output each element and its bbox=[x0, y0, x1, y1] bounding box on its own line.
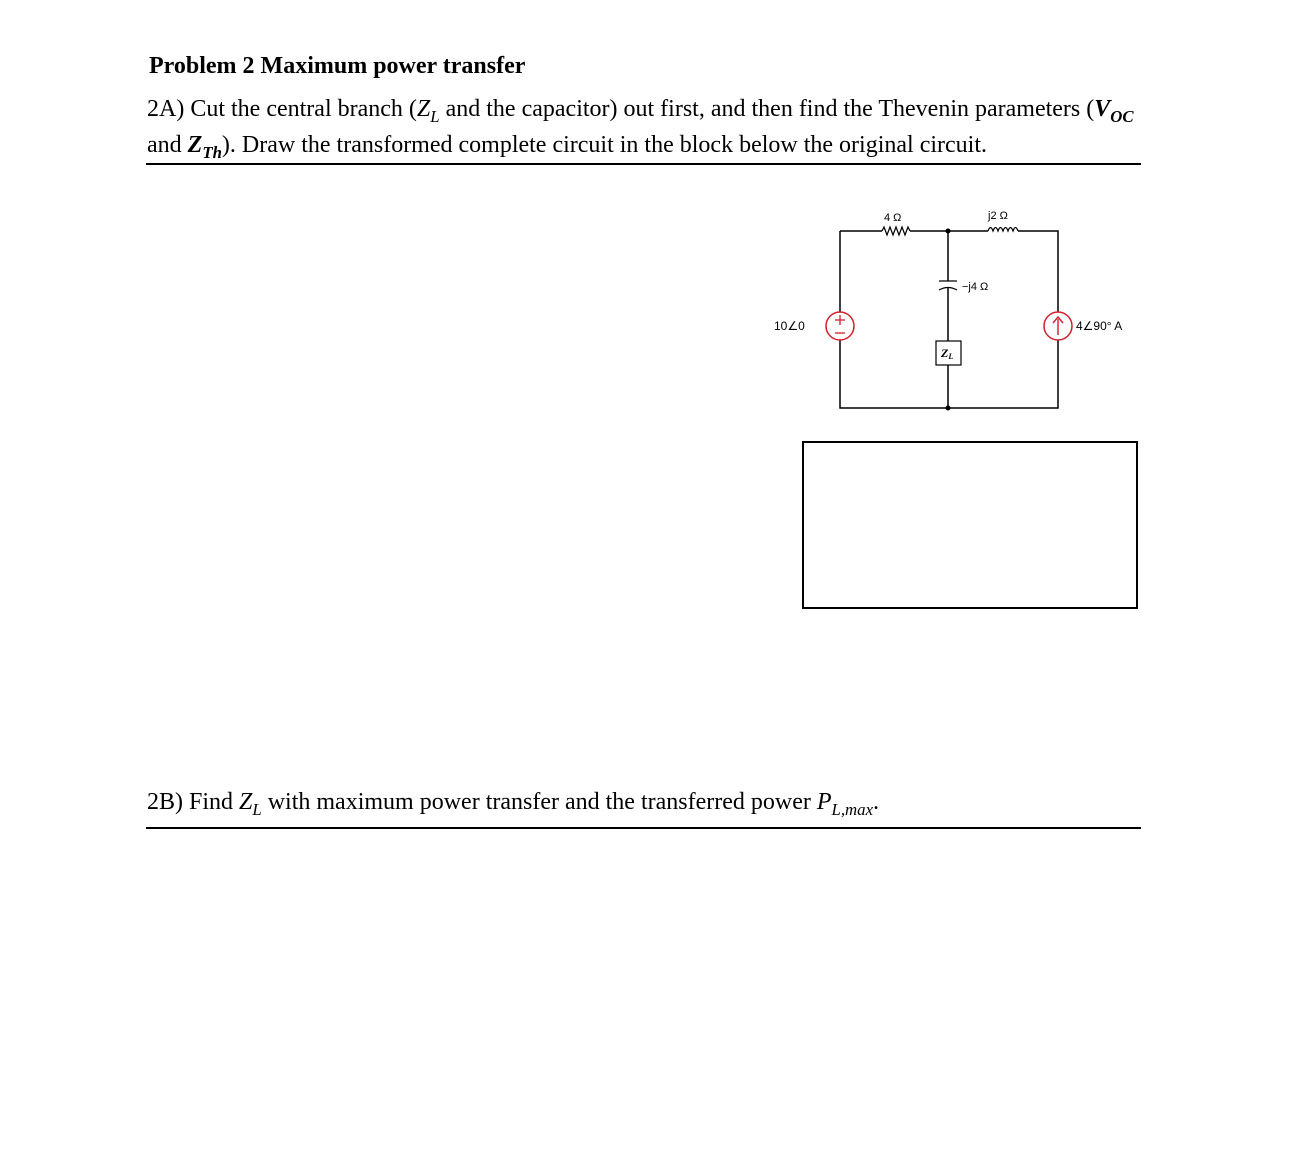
part-a-text-1: 2A) Cut the central branch ( bbox=[147, 96, 417, 122]
part-a-text-2: and the capacitor) out first, and then find the Thevenin parameters ( bbox=[439, 96, 1095, 122]
part-a-question bbox=[147, 95, 1147, 167]
problem-title: Problem 2 Maximum power transfer bbox=[149, 53, 526, 79]
voltage-source bbox=[826, 312, 854, 340]
load-impedance-label: ZL bbox=[941, 346, 954, 361]
resistor-4-ohm bbox=[882, 227, 910, 235]
voc-symbol: $V_{OC}$ bbox=[1094, 96, 1134, 126]
answer-drawing-box[interactable] bbox=[802, 441, 1138, 609]
zl-symbol-b: $Z_L$ bbox=[239, 789, 262, 819]
voltage-source-label: 10∠0 bbox=[774, 319, 805, 333]
p-max-symbol: $P_{L,max}$ bbox=[816, 789, 874, 819]
part-a-text-3: ). Draw the transformed complete circuit in the block below the original circuit. bbox=[221, 131, 987, 158]
part-b-text-3: . bbox=[873, 789, 880, 815]
zth-symbol: $Z_{Th}$ bbox=[187, 131, 222, 162]
part-b-text-2: with maximum power transfer and the transferred power bbox=[261, 789, 817, 815]
part-a-and: and bbox=[147, 131, 188, 158]
part-b-question bbox=[147, 789, 879, 820]
circuit-wires bbox=[840, 231, 1058, 408]
circuit-diagram bbox=[760, 195, 1160, 425]
junction-dot-bottom bbox=[946, 406, 951, 411]
current-source bbox=[1044, 312, 1072, 340]
inductor-j2-ohm bbox=[988, 228, 1018, 232]
capacitor-label: −j4 Ω bbox=[962, 281, 989, 293]
current-source-label: 4∠90° A bbox=[1076, 319, 1123, 333]
inductor-label: j2 Ω bbox=[988, 210, 1008, 222]
resistor-label: 4 Ω bbox=[884, 212, 902, 224]
junction-dot-top bbox=[946, 229, 951, 234]
part-b-text-1: 2B) Find bbox=[147, 789, 240, 815]
divider-line-a bbox=[146, 163, 1141, 165]
zl-symbol: $Z_L$ bbox=[416, 96, 440, 126]
divider-line-b bbox=[146, 827, 1141, 829]
